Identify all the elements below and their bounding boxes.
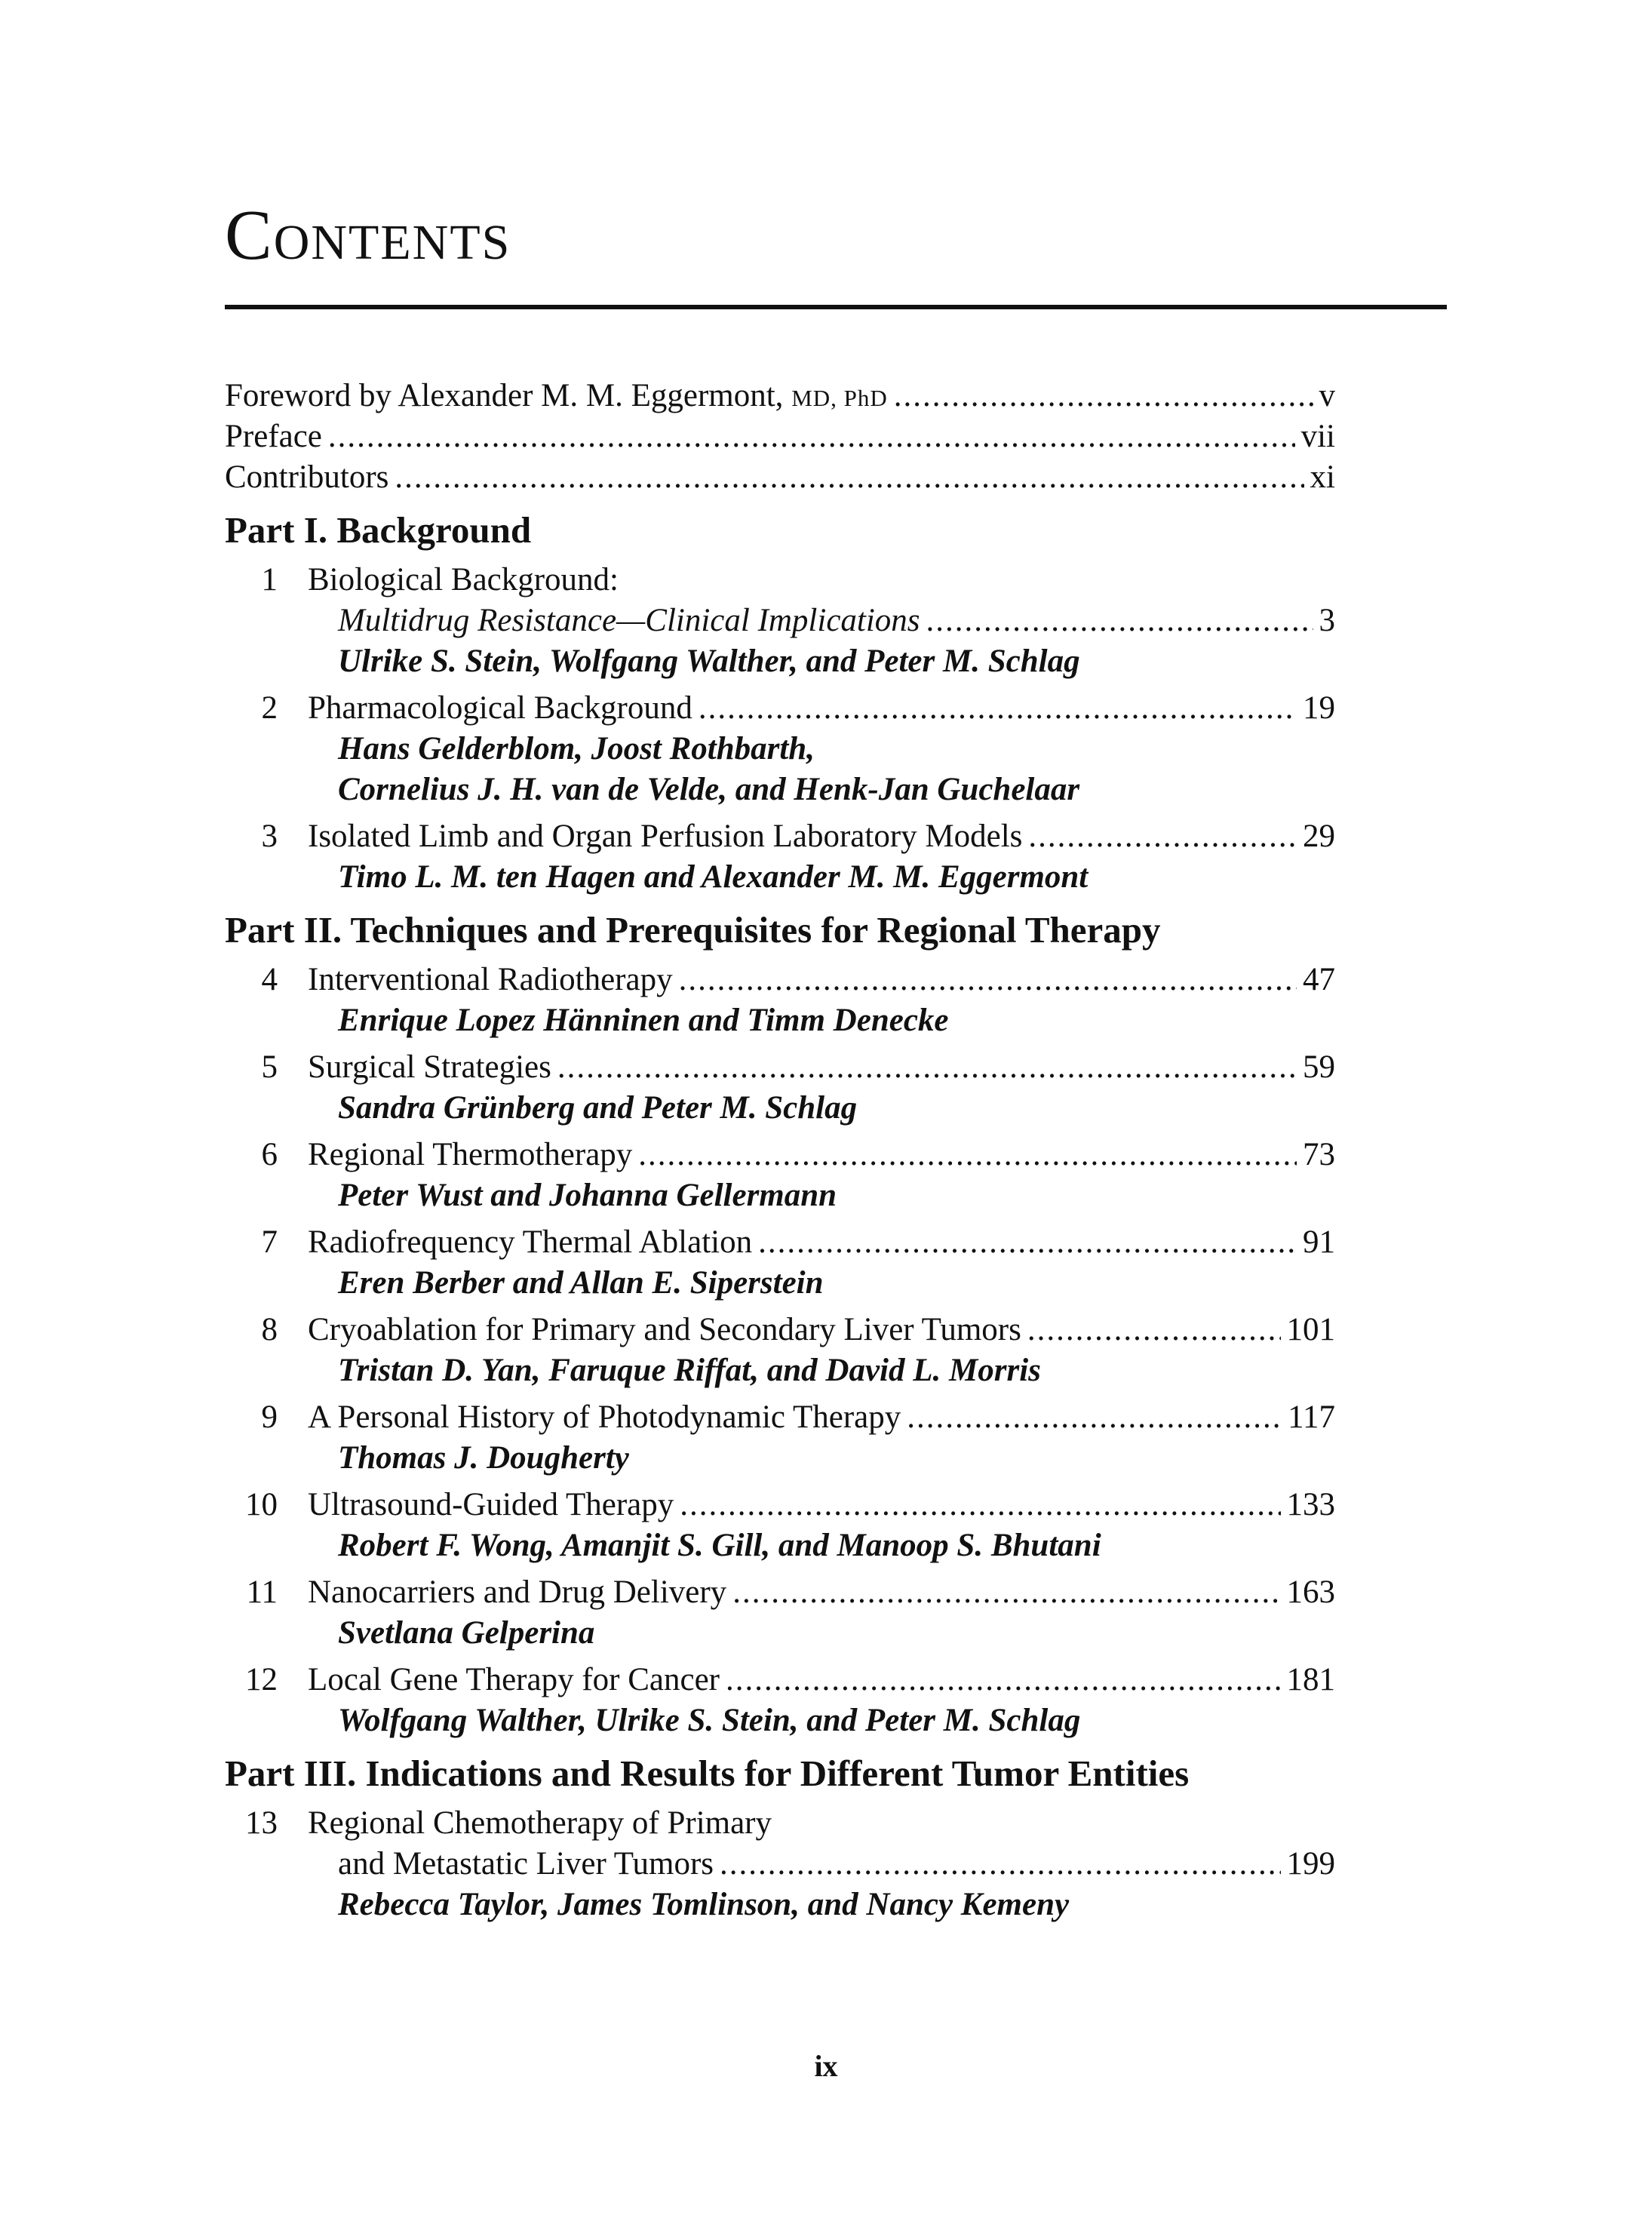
chapter-title-line[interactable] [225,1222,1335,1263]
dot-leader [1028,816,1297,857]
dot-leader [557,1047,1297,1088]
entry-title: Nanocarriers and Drug Delivery [308,1574,727,1610]
entry-title: Surgical Strategies [308,1049,551,1085]
chapter-authors: Rebecca Taylor, James Tomlinson, and Nancy Kemeny [338,1887,1070,1922]
chapter-entry [225,1397,1335,1479]
chapter-authors: Ulrike S. Stein, Wolfgang Walther, and Peter M. Schlag [338,644,1080,679]
chapter-subtitle-line[interactable] [225,601,1335,641]
dot-leader [720,1844,1280,1885]
chapter-title-line[interactable] [225,1310,1335,1350]
dot-leader [328,416,1295,457]
chapter-number: 8 [261,1312,278,1347]
entry-title: Interventional Radiotherapy [308,962,673,997]
dot-leader [894,376,1313,416]
dot-leader [699,688,1297,729]
chapter-entry [225,960,1335,1041]
chapter-title-line[interactable] [225,560,1335,601]
dot-leader [1027,1310,1281,1350]
part-heading: Part II. Techniques and Prerequisites for Regional Therapy [225,909,1161,951]
dot-leader [732,1572,1280,1613]
front-matter-entry[interactable] [225,457,1335,498]
entry-title: Foreword by Alexander M. M. Eggermont, MD, PhD [225,378,888,413]
entry-title: Isolated Limb and Organ Perfusion Laboratory Models [308,819,1023,854]
chapter-title-line[interactable] [225,1047,1335,1088]
dot-leader [758,1222,1297,1263]
chapter-title-line[interactable] [225,816,1335,857]
chapter-authors: Eren Berber and Allan E. Siperstein [338,1265,824,1301]
chapter-authors: Hans Gelderblom, Joost Rothbarth, [338,731,815,766]
front-matter-entry[interactable] [225,416,1335,457]
chapter-title-line[interactable] [225,1135,1335,1175]
chapter-authors: Timo L. M. ten Hagen and Alexander M. M. Eggermont [338,859,1089,895]
front-matter-entry[interactable] [225,376,1335,416]
entry-page-number: 199 [1286,1846,1335,1882]
chapter-title-line[interactable] [225,960,1335,1000]
degree-suffix: MD, PhD [791,385,888,411]
entry-title: Local Gene Therapy for Cancer [308,1662,720,1697]
chapter-number: 7 [261,1224,278,1260]
chapter-entry [225,688,1335,810]
entry-page-number: 101 [1286,1312,1335,1347]
entry-page-number: xi [1310,459,1335,495]
entry-page-number: 19 [1303,690,1335,726]
page-number: ix [814,2049,838,2083]
entry-page-number: v [1319,378,1335,413]
entry-page-number: 163 [1286,1574,1335,1610]
entry-title: Preface [225,419,322,454]
entry-page-number: 3 [1319,603,1335,638]
chapter-number: 11 [246,1574,278,1610]
entry-title: A Personal History of Photodynamic Therapy [308,1399,901,1435]
chapter-number: 2 [261,690,278,726]
entry-page-number: vii [1300,419,1335,454]
entry-title: Contributors [225,459,389,495]
chapter-entry [225,1660,1335,1741]
dot-leader [679,960,1297,1000]
chapter-authors: Thomas J. Dougherty [338,1440,629,1476]
chapter-authors: Enrique Lopez Hänninen and Timm Denecke [338,1003,949,1038]
entry-title: Cryoablation for Primary and Secondary Liver Tumors [308,1312,1021,1347]
entry-page-number: 133 [1286,1487,1335,1522]
chapter-title: Regional Chemotherapy of Primary [308,1805,772,1841]
entry-title: Multidrug Resistance—Clinical Implications [338,603,920,638]
entry-page-number: 73 [1303,1137,1335,1172]
entry-page-number: 59 [1303,1049,1335,1085]
chapter-entry [225,1222,1335,1304]
entry-page-number: 29 [1303,819,1335,854]
chapter-subtitle-line[interactable] [225,1844,1335,1885]
dot-leader [680,1485,1280,1525]
chapter-entry [225,1310,1335,1391]
chapter-number: 3 [261,819,278,854]
part-heading: Part III. Indications and Results for Different Tumor Entities [225,1753,1190,1794]
chapter-number: 5 [261,1049,278,1085]
entry-page-number: 47 [1303,962,1335,997]
chapter-title-line[interactable] [225,1397,1335,1438]
chapter-number: 6 [261,1137,278,1172]
chapter-authors: Tristan D. Yan, Faruque Riffat, and David L. Morris [338,1353,1041,1388]
dot-leader [638,1135,1297,1175]
chapter-authors: Robert F. Wong, Amanjit S. Gill, and Manoop S. Bhutani [338,1528,1101,1563]
chapter-entry [225,560,1335,682]
chapter-number: 10 [245,1487,278,1522]
chapter-entry [225,1803,1335,1925]
dot-leader [926,601,1313,641]
chapter-title-line[interactable] [225,1803,1335,1844]
dot-leader [395,457,1303,498]
entry-title: Radiofrequency Thermal Ablation [308,1224,753,1260]
page-title: Contents [225,196,511,275]
chapter-entry [225,1047,1335,1129]
chapter-authors: Svetlana Gelperina [338,1615,595,1651]
table-of-contents [225,376,1335,1925]
chapter-number: 13 [245,1805,278,1841]
chapter-entry [225,1135,1335,1216]
entry-title: Regional Thermotherapy [308,1137,633,1172]
chapter-authors: Peter Wust and Johanna Gellermann [338,1178,837,1213]
chapter-title-line[interactable] [225,688,1335,729]
chapter-title: Biological Background: [308,562,619,598]
chapter-number: 4 [261,962,278,997]
dot-leader [907,1397,1282,1438]
chapter-number: 12 [245,1662,278,1697]
chapter-authors: Sandra Grünberg and Peter M. Schlag [338,1090,858,1126]
entry-page-number: 117 [1288,1399,1335,1435]
entry-title: Pharmacological Background [308,690,692,726]
entry-page-number: 181 [1286,1662,1335,1697]
chapter-number: 9 [261,1399,278,1435]
chapter-number: 1 [261,562,278,598]
part-heading: Part I. Background [225,509,532,551]
chapter-title-line[interactable] [225,1485,1335,1525]
title-rule [225,305,1447,309]
chapter-entry [225,1485,1335,1566]
entry-page-number: 91 [1303,1224,1335,1260]
chapter-authors: Cornelius J. H. van de Velde, and Henk-Jan Guchelaar [338,772,1080,807]
dot-leader [726,1660,1281,1700]
entry-title: and Metastatic Liver Tumors [338,1846,714,1882]
entry-title: Ultrasound-Guided Therapy [308,1487,674,1522]
chapter-title-line[interactable] [225,1660,1335,1700]
chapter-entry [225,816,1335,898]
chapter-entry [225,1572,1335,1654]
chapter-title-line[interactable] [225,1572,1335,1613]
chapter-authors: Wolfgang Walther, Ulrike S. Stein, and Peter M. Schlag [338,1703,1081,1738]
